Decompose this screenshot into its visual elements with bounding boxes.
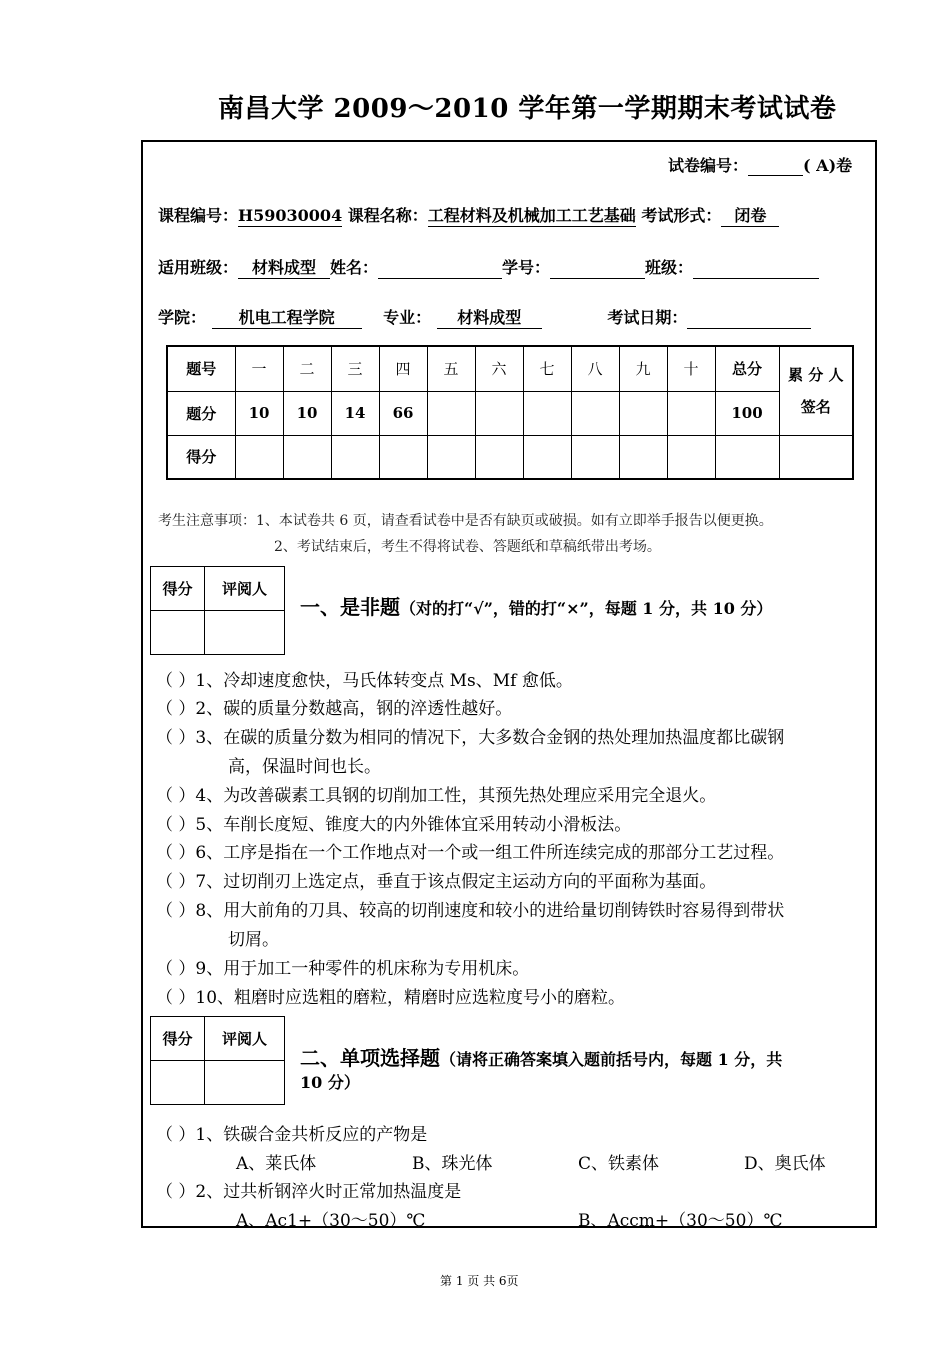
score-entry[interactable] [475, 435, 523, 479]
section-1-note: （对的打“√”，错的打“×”，每题 1 分，共 10 分） [400, 599, 773, 618]
points-cell [667, 391, 715, 435]
option-d: D、奥氏体 [744, 1154, 826, 1174]
notes-line-2: 2、考试结束后，考生不得将试卷、答题纸和草稿纸带出考场。 [274, 539, 661, 555]
question-item: （ ）6、工序是指在一个工作地点对一个或一组工件所连续完成的那部分工艺过程。 [156, 843, 785, 863]
score-entry[interactable] [571, 435, 619, 479]
points-cell: 10 [235, 391, 283, 435]
score-entry[interactable] [619, 435, 667, 479]
points-cell [427, 391, 475, 435]
question-item: （ ）8、用大前角的刀具、较高的切削速度和较小的进给量切削铸铁时容易得到带状 [156, 901, 785, 921]
section-2-heading [300, 1042, 782, 1071]
question-item-cont: 高，保温时间也长。 [228, 757, 381, 777]
question-number: 九 [619, 346, 667, 391]
section-2-note: （请将正确答案填入题前括号内，每题 1 分，共 [440, 1050, 783, 1069]
question-item: （ ）10、粗磨时应选粗的磨粒，精磨时应选粒度号小的磨粒。 [156, 988, 626, 1008]
score-entry[interactable] [235, 435, 283, 479]
class-blank[interactable] [693, 260, 819, 279]
course-name: 工程材料及机械加工工艺基础 [427, 206, 636, 225]
section-2-score-entry[interactable] [151, 1061, 205, 1105]
question-item: （ ）4、为改善碳素工具钢的切削加工性，其预先热处理应采用完全退火。 [156, 786, 717, 806]
question-item: （ ）2、过共析钢淬火时正常加热温度是 [156, 1182, 462, 1202]
question-item: （ ）9、用于加工一种零件的机床称为专用机床。 [156, 959, 530, 979]
score-entry[interactable] [667, 435, 715, 479]
points-cell: 14 [331, 391, 379, 435]
option-c: C、铁素体 [578, 1154, 660, 1174]
question-item-cont: 切屑。 [228, 930, 279, 950]
row-label-score: 得分 [167, 435, 235, 479]
total-label: 总分 [715, 346, 779, 391]
points-cell [571, 391, 619, 435]
signer-entry[interactable] [779, 435, 853, 479]
grade-box-section-2: 得分 评阅人 [150, 1016, 285, 1105]
question-item: （ ）3、在碳的质量分数为相同的情况下，大多数合金钢的热处理加热温度都比碳钢 [156, 728, 785, 748]
section-2-title: 二、单项选择题 [300, 1046, 440, 1070]
score-entry[interactable] [283, 435, 331, 479]
score-entry[interactable] [379, 435, 427, 479]
course-row: 课程编号：H59030004 课程名称：工程材料及机械加工工艺基础 考试形式： 闭卷 [158, 203, 779, 227]
name-blank[interactable] [378, 260, 502, 279]
row-label-points: 题分 [167, 391, 235, 435]
major: 材料成型 [437, 308, 542, 329]
question-number: 一 [235, 346, 283, 391]
question-number: 三 [331, 346, 379, 391]
college-row: 学院： 机电工程学院 专业： 材料成型 考试日期： [158, 305, 811, 329]
section-1-reviewer-entry[interactable] [204, 611, 284, 655]
question-item: （ ）5、车削长度短、锥度大的内外锥体宜采用转动小滑板法。 [156, 815, 632, 835]
section-1-title: 一、是非题 [300, 595, 400, 619]
question-number: 十 [667, 346, 715, 391]
question-number: 四 [379, 346, 427, 391]
score-entry[interactable] [331, 435, 379, 479]
course-number: H59030004 [238, 206, 343, 225]
college: 机电工程学院 [212, 308, 362, 329]
question-number: 五 [427, 346, 475, 391]
notes-line-1: 考生注意事项：1、本试卷共 6 页，请查看试卷中是否有缺页或破损。如有立即举手报告以便更换。 [158, 513, 773, 529]
exam-form: 闭卷 [721, 206, 779, 227]
question-item: （ ）1、铁碳合金共析反应的产物是 [156, 1125, 428, 1145]
question-number: 七 [523, 346, 571, 391]
exam-title: 南昌大学 2009～2010 学年第一学期期末考试试卷 [218, 94, 837, 124]
section-1-score-entry[interactable] [151, 611, 205, 655]
class-value: 材料成型 [238, 258, 330, 279]
signer-cell: 累 分 人 签名 [779, 346, 853, 435]
question-number: 六 [475, 346, 523, 391]
section-2-reviewer-entry[interactable] [204, 1061, 284, 1105]
page-footer: 第 1 页 共 6页 [440, 1274, 519, 1288]
row-label-number: 题号 [167, 346, 235, 391]
question-item: （ ）1、冷却速度愈快，马氏体转变点 Ms、Mf 愈低。 [156, 671, 573, 691]
points-cell [619, 391, 667, 435]
section-2-note-cont: 10 分） [300, 1073, 360, 1092]
option-b: B、Accm+（30～50）℃ [578, 1211, 783, 1231]
question-item: （ ）7、过切削刃上选定点，垂直于该点假定主运动方向的平面称为基面。 [156, 872, 717, 892]
question-number: 八 [571, 346, 619, 391]
question-number: 二 [283, 346, 331, 391]
points-cell: 66 [379, 391, 427, 435]
class-row: 适用班级： 材料成型 姓名： 学号： 班级： [158, 255, 819, 279]
paper-number-row: 试卷编号： ( A)卷 [668, 156, 853, 175]
total-score-entry[interactable] [715, 435, 779, 479]
score-entry[interactable] [427, 435, 475, 479]
total-points: 100 [715, 391, 779, 435]
student-number-blank[interactable] [550, 260, 645, 279]
exam-date-blank[interactable] [687, 310, 811, 329]
option-b: B、珠光体 [412, 1154, 493, 1174]
option-a: A、莱氏体 [236, 1154, 317, 1174]
score-table [166, 345, 854, 480]
points-cell [475, 391, 523, 435]
grade-box-section-1: 得分 评阅人 [150, 566, 285, 655]
section-1-heading [300, 591, 772, 620]
points-cell: 10 [283, 391, 331, 435]
points-cell [523, 391, 571, 435]
score-entry[interactable] [523, 435, 571, 479]
paper-number-blank[interactable] [748, 157, 803, 176]
question-item: （ ）2、碳的质量分数越高，钢的淬透性越好。 [156, 699, 513, 719]
option-a: A、Ac1+（30～50）℃ [236, 1211, 426, 1231]
